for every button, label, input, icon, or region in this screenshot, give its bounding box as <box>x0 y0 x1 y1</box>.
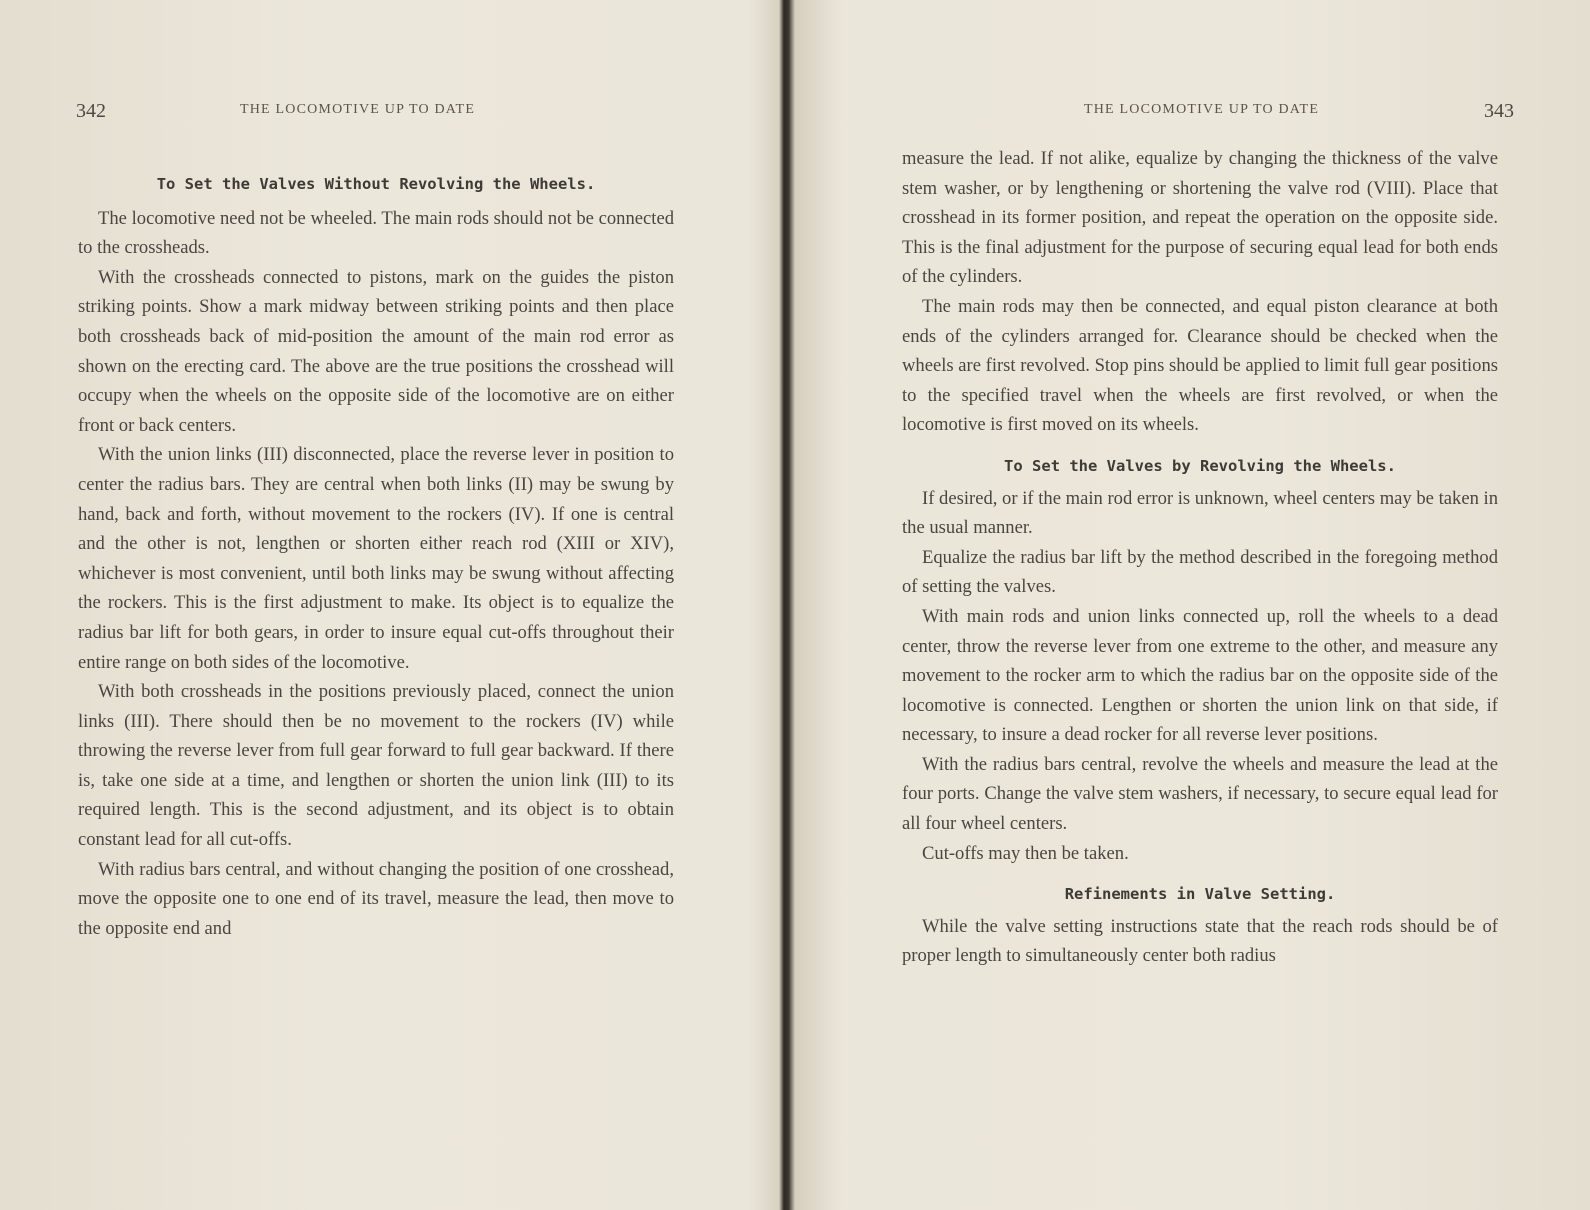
page-body <box>902 144 1498 971</box>
page-number: 343 <box>1484 100 1514 122</box>
paragraph: Cut-offs may then be taken. <box>922 842 1129 864</box>
section-heading: To Set the Valves Without Revolving the Wheels. <box>156 175 596 193</box>
paragraph: Equalize the radius bar lift by the method described in the foregoing method of setting the valves. <box>902 546 1498 598</box>
paragraph: While the valve setting instructions state that the reach rods should be of proper length to simultaneously center both radius <box>902 915 1498 967</box>
running-head: THE LOCOMOTIVE UP TO DATE <box>1084 102 1320 117</box>
paragraph: With main rods and union links connected up, roll the wheels to a dead center, throw the reverse lever from one extreme to the other, and measure any movement to the rocker arm to which the radius bar on the opposite side of the locomotive is connected. Lengthen or shorten the union link on that side, if necessary, to insure a dead rocker for all reverse lever positions. <box>902 605 1498 746</box>
section-heading: To Set the Valves by Revolving the Wheels. <box>1004 456 1396 475</box>
paragraph: With radius bars central, and without changing the position of one crosshead, move the opposite one to one end of its travel, measure the lead, then move to the opposite end and <box>78 858 674 939</box>
section-heading: Refinements in Valve Setting. <box>1064 885 1336 904</box>
paragraph-continuation: measure the lead. If not alike, equalize by changing the thickness of the valve stem washer, or by lengthening or shortening the valve rod (VIII). Place that crosshead in its former position, and repeat the operation on the opposite side. This is the final adjustment for the purpose of securing equal lead for both ends of the cylinders. <box>902 148 1498 288</box>
paragraph: With the union links (III) disconnected, place the reverse lever in position to center the radius bars. They are central when both links (II) may be swung by hand, back and forth, without movement to the rockers (IV). If one is central and the other is not, lengthen or shorten either reach rod (XIII or XIV), whichever is most convenient, until both links may be swung without affecting the rockers. This is the first adjustment to make. Its object is to equalize the radius bar lift for both gears, in order to insure equal cut-offs throughout their entire range on both sides of the locomotive. <box>78 444 674 673</box>
paragraph: With both crossheads in the positions previously placed, connect the union links (III). There should then be no movement to the rockers (IV) while throwing the reverse lever from full gear forward to full gear backward. If there is, take one side at a time, and lengthen or shorten the union link (III) to its required length. This is the second adjustment, and its object is to obtain constant lead for all cut-offs. <box>78 681 674 851</box>
paragraph: With the crossheads connected to pistons, mark on the guides the piston striking points. Show a mark midway between striking points and then place both crossheads back of mid-position the amount of the main rod error as shown on the erecting card. The above are the true positions the crosshead will occupy when the wheels on the opposite side of the locomotive are on either front or back centers. <box>78 266 674 436</box>
paragraph: The locomotive need not be wheeled. The main rods should not be connected to the crossheads. <box>78 207 674 259</box>
right-page <box>796 0 1590 1210</box>
running-head: THE LOCOMOTIVE UP TO DATE <box>240 102 476 117</box>
left-page <box>0 0 790 1210</box>
paragraph: The main rods may then be connected, and equal piston clearance at both ends of the cylinders arranged for. Clearance should be checked when the wheels are first revolved. Stop pins should be applied to limit full gear positions to the specified travel when the wheels are first revolved, or when the locomotive is first moved on its wheels. <box>902 295 1498 436</box>
page-number: 342 <box>76 100 106 122</box>
page-body <box>78 170 674 943</box>
paragraph: With the radius bars central, revolve the wheels and measure the lead at the four ports. Change the valve stem washers, if necessary, to secure equal lead for all four wheel centers. <box>902 753 1498 835</box>
paragraph: If desired, or if the main rod error is unknown, wheel centers may be taken in the usual manner. <box>902 487 1498 539</box>
